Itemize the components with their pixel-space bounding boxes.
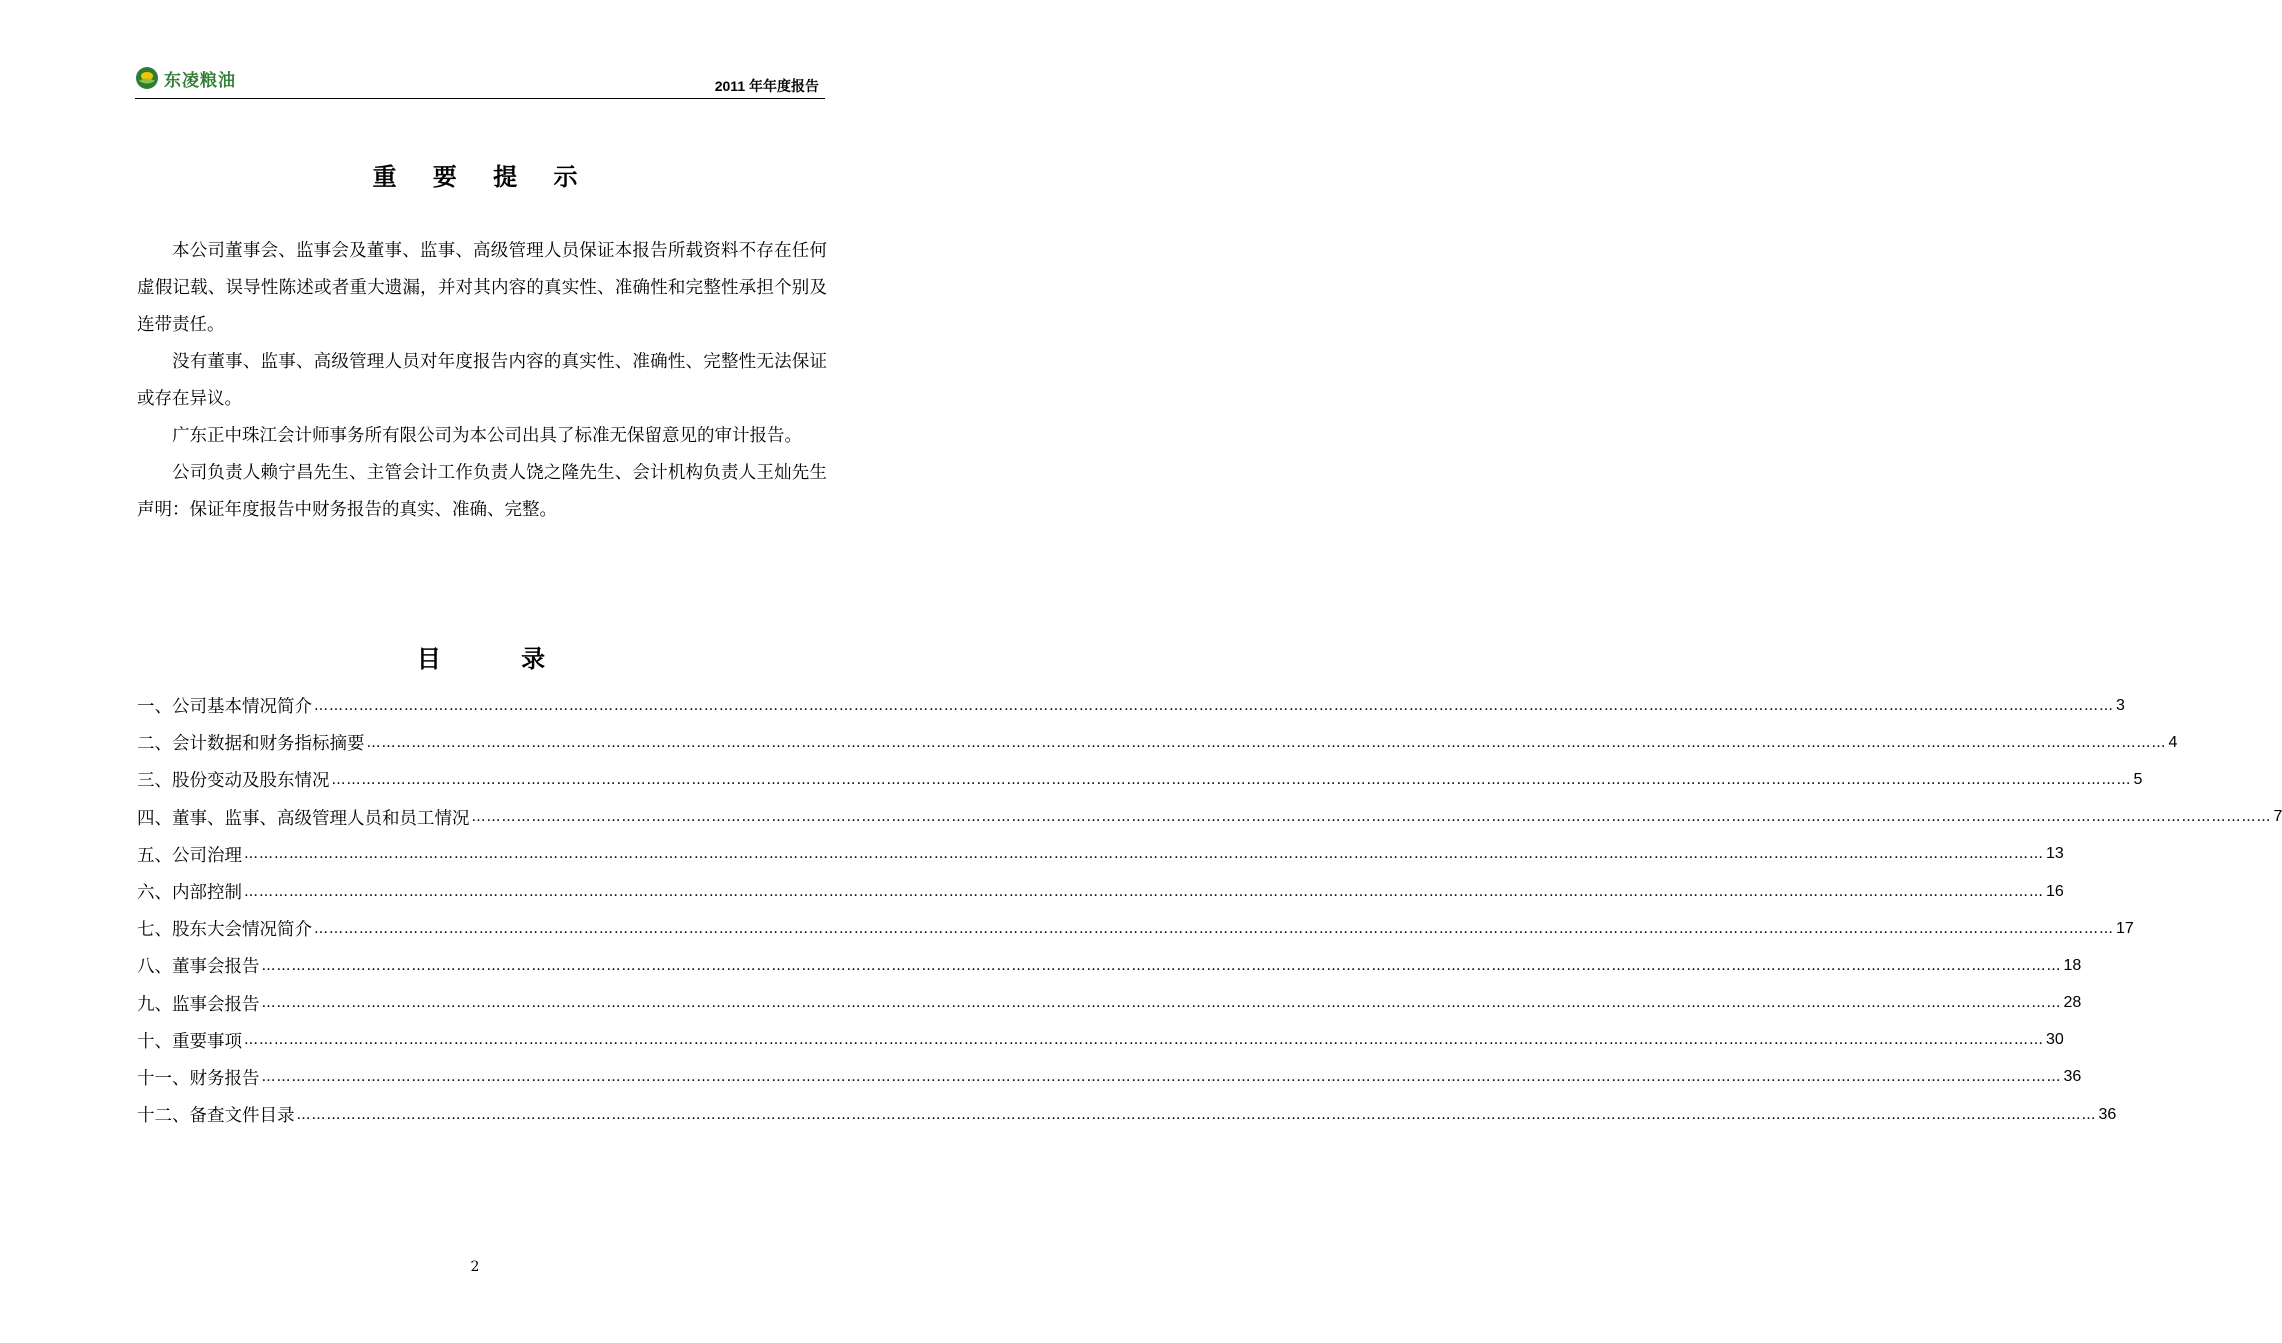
toc-leader-dots: ……………………………………………………………………………………………………………………………………………………………………………………………………………………………………………………………………………………………………………………………… xyxy=(314,920,2114,937)
toc-leader-dots: ……………………………………………………………………………………………………………………………………………………………………………………………………………………………………………………………………………………………………………………………… xyxy=(244,1032,2044,1049)
toc-item-label: 五、公司治理 xyxy=(137,845,242,866)
toc-item-label: 十、重要事项 xyxy=(137,1031,242,1052)
toc-item-label: 二、会计数据和财务指标摘要 xyxy=(137,734,365,755)
table-of-contents xyxy=(137,687,2282,1133)
toc-leader-dots: ……………………………………………………………………………………………………………………………………………………………………………………………………………………………………………………………………………………………………………………………… xyxy=(471,809,2272,826)
company-logo-text: 东凌粮油 xyxy=(164,70,236,91)
toc-item[interactable] xyxy=(137,1022,2064,1059)
toc-item-page: 3 xyxy=(2116,696,2125,714)
toc-leader-dots: ……………………………………………………………………………………………………………………………………………………………………………………………………………………………………………………………………………………………………………………………… xyxy=(261,1069,2062,1086)
toc-leader-dots: ……………………………………………………………………………………………………………………………………………………………………………………………………………………………………………………………………………………………………………………………… xyxy=(244,846,2044,863)
toc-item[interactable] xyxy=(137,724,2178,761)
page-number: 2 xyxy=(470,1259,480,1275)
toc-item-page: 5 xyxy=(2133,770,2143,788)
toc-leader-dots: ……………………………………………………………………………………………………………………………………………………………………………………………………………………………………………………………………………………………………………………………… xyxy=(331,771,2132,788)
toc-item-label: 十二、备查文件目录 xyxy=(137,1106,295,1127)
toc-leader-dots: ……………………………………………………………………………………………………………………………………………………………………………………………………………………………………………………………………………………………………………………………… xyxy=(261,995,2062,1012)
toc-item-page: 18 xyxy=(2063,956,2082,974)
toc-item-page: 4 xyxy=(2168,733,2178,751)
toc-item[interactable] xyxy=(137,1096,2117,1133)
toc-item[interactable] xyxy=(137,947,2082,984)
toc-item-label: 九、监事会报告 xyxy=(137,994,260,1015)
toc-item-label: 十一、财务报告 xyxy=(137,1068,260,1089)
toc-item-page: 30 xyxy=(2046,1031,2064,1049)
toc-title: 目 录 xyxy=(416,644,582,673)
toc-item-page: 28 xyxy=(2063,994,2082,1012)
company-logo-icon xyxy=(135,66,159,90)
toc-item-page: 16 xyxy=(2046,882,2064,900)
toc-item-label: 三、股份变动及股东情况 xyxy=(137,771,330,792)
toc-item[interactable] xyxy=(137,985,2082,1022)
page-header xyxy=(135,62,825,99)
toc-item-label: 六、内部控制 xyxy=(137,883,242,904)
notice-paragraph: 本公司董事会、监事会及董事、监事、高级管理人员保证本报告所载资料不存在任何虚假记载、误导性陈述或者重大遗漏，并对其内容的真实性、准确性和完整性承担个别及连带责任。 xyxy=(137,241,827,335)
toc-item-label: 四、董事、监事、高级管理人员和员工情况 xyxy=(137,808,470,829)
toc-leader-dots: ……………………………………………………………………………………………………………………………………………………………………………………………………………………………………………………………………………………………………………………………… xyxy=(296,1106,2097,1123)
toc-item-page: 7 xyxy=(2273,808,2282,826)
notice-paragraph: 广东正中珠江会计师事务所有限公司为本公司出具了标准无保留意见的审计报告。 xyxy=(172,426,802,446)
toc-item-page: 13 xyxy=(2046,845,2064,863)
toc-item-page: 36 xyxy=(2098,1105,2117,1123)
toc-leader-dots: ……………………………………………………………………………………………………………………………………………………………………………………………………………………………………………………………………………………………………………………………… xyxy=(261,957,2062,974)
toc-item[interactable] xyxy=(137,761,2143,798)
toc-item-label: 七、股东大会情况简介 xyxy=(137,920,312,941)
toc-leader-dots: ……………………………………………………………………………………………………………………………………………………………………………………………………………………………………………………………………………………………………………………………… xyxy=(314,697,2114,714)
toc-item[interactable] xyxy=(137,687,2125,724)
notice-paragraph: 公司负责人赖宁昌先生、主管会计工作负责人饶之隆先生、会计机构负责人王灿先生声明：保证年度报告中财务报告的真实、准确、完整。 xyxy=(137,463,827,520)
toc-item-label: 八、董事会报告 xyxy=(137,957,260,978)
toc-item[interactable] xyxy=(137,1059,2082,1096)
notice-paragraph: 没有董事、监事、高级管理人员对年度报告内容的真实性、准确性、完整性无法保证或存在异议。 xyxy=(137,352,827,409)
toc-item[interactable] xyxy=(137,799,2282,836)
report-title: 2011 年年度报告 xyxy=(714,78,819,94)
toc-leader-dots: ……………………………………………………………………………………………………………………………………………………………………………………………………………………………………………………………………………………………………………………………… xyxy=(244,883,2044,900)
toc-item[interactable] xyxy=(137,910,2134,947)
toc-item-page: 36 xyxy=(2063,1068,2082,1086)
toc-leader-dots: ……………………………………………………………………………………………………………………………………………………………………………………………………………………………………………………………………………………………………………………………… xyxy=(366,734,2167,751)
toc-item-page: 17 xyxy=(2116,919,2134,937)
company-logo xyxy=(135,64,236,92)
toc-item-label: 一、公司基本情况简介 xyxy=(137,697,312,718)
notice-body xyxy=(137,233,827,529)
notice-title: 重 要 提 示 xyxy=(372,162,592,191)
toc-item[interactable] xyxy=(137,873,2064,910)
toc-item[interactable] xyxy=(137,836,2064,873)
